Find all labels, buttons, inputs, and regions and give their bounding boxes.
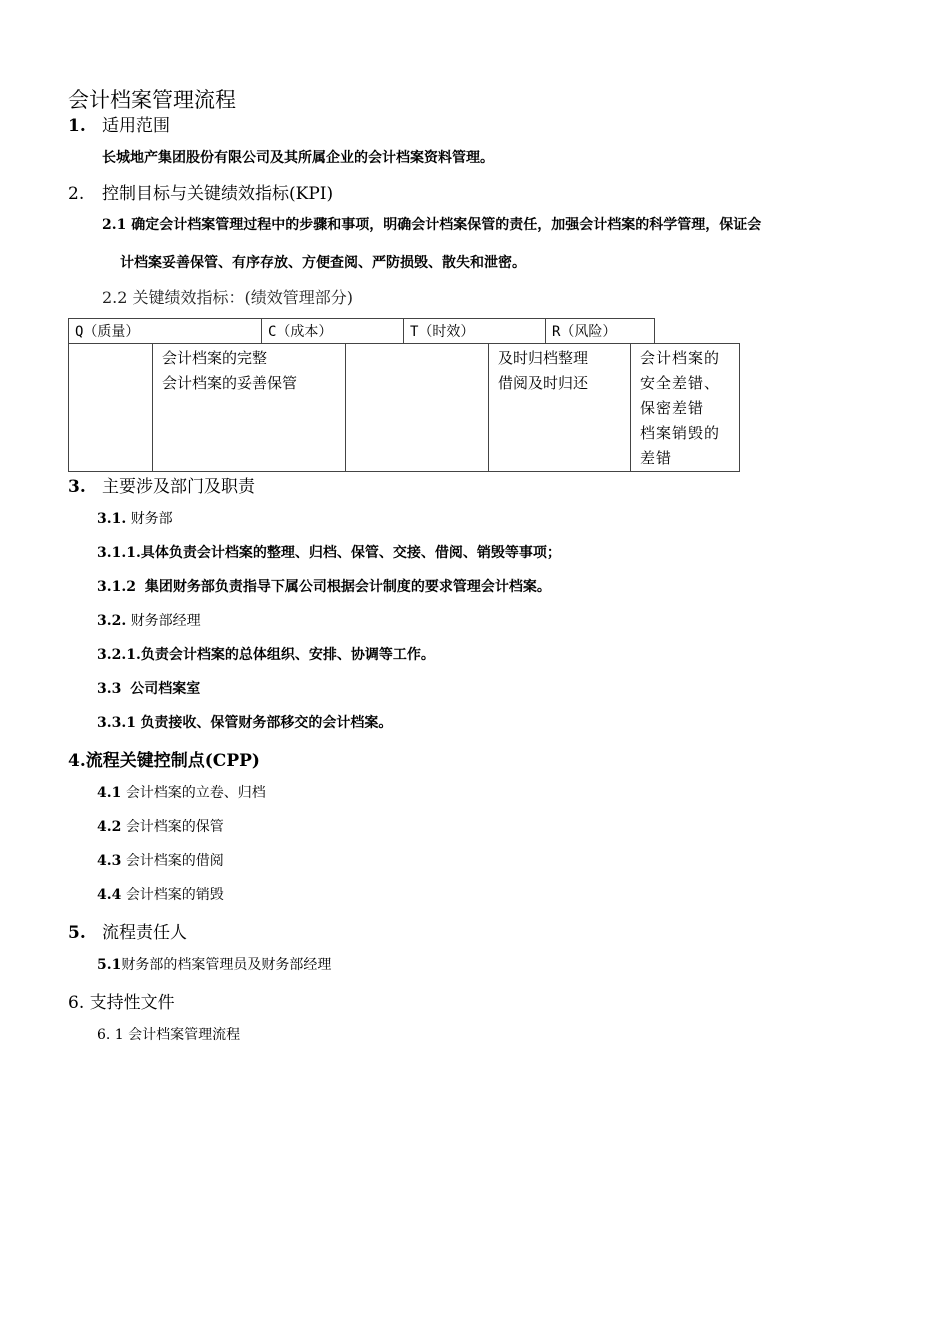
kpi-cell-risk <box>631 344 740 472</box>
kpi-body-table <box>68 343 740 472</box>
section-3-number: 3. <box>68 477 86 497</box>
list-item: 4.1 会计档案的立卷、归档 <box>97 785 266 801</box>
list-item: 3.1.2 集团财务部负责指导下属公司根据会计制度的要求管理会计档案。 <box>97 579 551 595</box>
section-4-number: 4. <box>68 751 86 771</box>
section-1-number: 1. <box>68 116 86 136</box>
kpi-header-table <box>68 318 655 344</box>
kpi-header-r: R（风险） <box>546 319 655 344</box>
list-item: 3.3 公司档案室 <box>97 681 201 697</box>
kpi-header-t: T（时效） <box>404 319 546 344</box>
kpi-header-c: C（成本） <box>262 319 404 344</box>
kpi-q-item: 会计档案的妥善保管 <box>162 374 298 392</box>
kpi-r-item: 会计档案的 <box>640 349 721 367</box>
section-2-heading <box>68 179 333 204</box>
kpi-header-q: Q（质量） <box>69 319 262 344</box>
kpi-paragraph-number: 2.1 <box>102 217 127 233</box>
kpi-paragraph-line2: 计档案妥善保管、有序存放、方便查阅、严防损毁、散失和泄密。 <box>120 255 526 271</box>
list-item: 3.2. 财务部经理 <box>97 613 201 629</box>
kpi-r-item: 安全差错、 <box>640 374 721 392</box>
section-2-title: 控制目标与关键绩效指标(KPI) <box>102 184 334 204</box>
kpi-subheading: 2.2 关键绩效指标：(绩效管理部分) <box>102 288 354 307</box>
kpi-paragraph-text: 确定会计档案管理过程中的步骤和事项，明确会计档案保管的责任，加强会计档案的科学管理，保证会 <box>131 217 762 233</box>
section-3-title: 主要涉及部门及职责 <box>102 477 255 497</box>
section-3-heading <box>68 472 255 497</box>
section-5-heading <box>68 918 187 943</box>
kpi-t-item: 借阅及时归还 <box>498 374 589 392</box>
kpi-paragraph-line1 <box>102 214 761 234</box>
kpi-r-item: 档案销毁的 <box>640 424 721 442</box>
kpi-cell-empty-2 <box>346 344 489 472</box>
page-title: 会计档案管理流程 <box>68 88 236 112</box>
kpi-cell-empty-1 <box>69 344 153 472</box>
list-item: 4.3 会计档案的借阅 <box>97 853 224 869</box>
kpi-t-item: 及时归档整理 <box>498 349 589 367</box>
section-2-number: 2. <box>68 184 85 204</box>
section-1-heading <box>68 111 170 136</box>
section-4-heading <box>68 746 260 771</box>
kpi-r-item: 保密差错 <box>640 399 705 417</box>
section-6-heading: 6. 支持性文件 <box>68 993 175 1013</box>
section-1-title: 适用范围 <box>102 116 170 136</box>
list-item: 5.1财务部的档案管理员及财务部经理 <box>97 957 332 973</box>
list-item: 3.2.1.负责会计档案的总体组织、安排、协调等工作。 <box>97 647 435 663</box>
kpi-q-item: 会计档案的完整 <box>162 349 268 367</box>
kpi-r-item: 差错 <box>640 449 673 467</box>
list-item: 4.4 会计档案的销毁 <box>97 887 224 903</box>
section-1-text: 长城地产集团股份有限公司及其所属企业的会计档案资料管理。 <box>102 150 494 166</box>
list-item: 4.2 会计档案的保管 <box>97 819 224 835</box>
section-5-number: 5. <box>68 923 86 943</box>
section-4-title: 流程关键控制点(CPP) <box>85 751 260 771</box>
list-item: 3.3.1 负责接收、保管财务部移交的会计档案。 <box>97 715 393 731</box>
list-item: 3.1. 财务部 <box>97 511 173 527</box>
list-item: 6. 1 会计档案管理流程 <box>97 1027 241 1043</box>
list-item: 3.1.1.具体负责会计档案的整理、归档、保管、交接、借阅、销毁等事项； <box>97 545 561 561</box>
kpi-cell-quality <box>153 344 346 472</box>
kpi-cell-timeliness <box>489 344 631 472</box>
section-5-title: 流程责任人 <box>102 923 187 943</box>
